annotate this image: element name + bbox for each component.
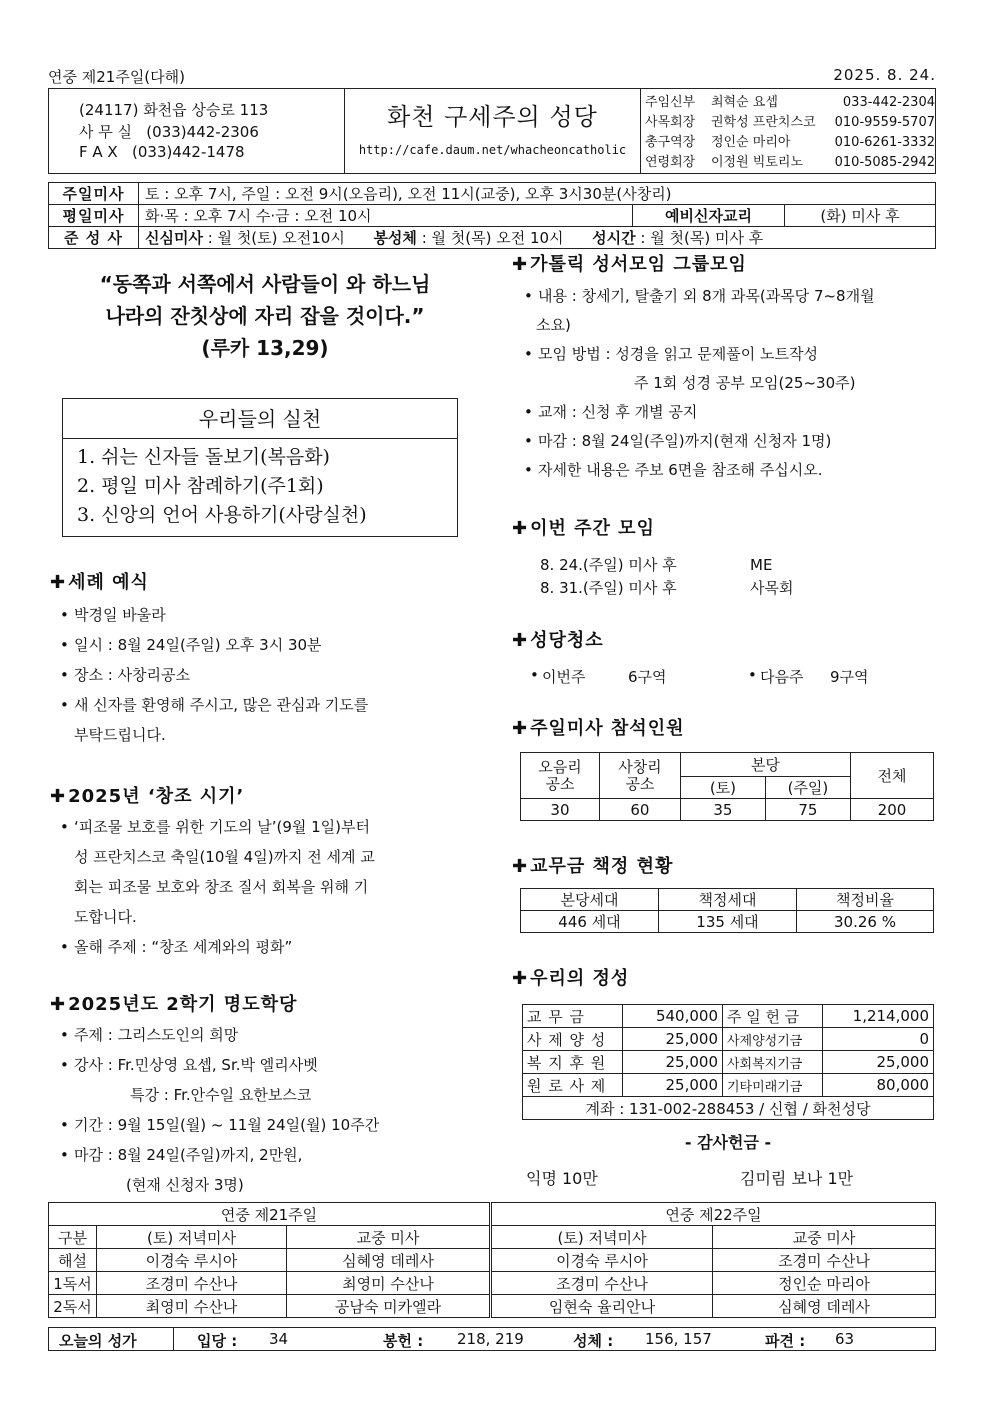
attendance-heading: ✚ 주일미사 참석인원: [512, 718, 685, 739]
cross-icon: ✚: [512, 518, 529, 539]
attendance-table: [520, 752, 934, 821]
value-total: 200: [850, 799, 933, 821]
week21-header: 연중 제21주일: [49, 1203, 491, 1226]
table-header: (토) 저녁미사: [491, 1226, 713, 1249]
sunday-mass-label: 주일미사: [49, 183, 139, 205]
col-sachang: 사창리 공소: [599, 753, 680, 799]
communion-value: 156, 157: [645, 1330, 712, 1348]
sacrament-prep-times: 신심미사 : 월 첫(토) 오전10시 봉성체 : 월 첫(목) 오전 10시 성시간 : 월 첫(목) 미사 후: [139, 227, 936, 249]
offering-table: [522, 1004, 934, 1120]
thanks-anonymous: 익명 10만: [526, 1169, 598, 1188]
contact-row: 총구역장 정인순 마리아 010-6261-3332: [645, 135, 935, 150]
list-item-cont: 소요): [536, 316, 571, 334]
practice-box: [62, 398, 458, 537]
communion-label: 성체 :: [573, 1332, 614, 1350]
practice-title: 우리들의 실천: [63, 399, 457, 439]
contact-row: 주임신부 최혁순 요셉 033-442-2304: [645, 95, 935, 110]
offering-heading: ✚ 우리의 정성: [512, 968, 630, 989]
table-row: 복 지 후 원 25,000 사회복지기금 25,000: [523, 1051, 934, 1074]
list-item-cont: 도합니다.: [74, 908, 137, 926]
bible-list: [522, 282, 940, 485]
cafe-link[interactable]: http://cafe.daum.net/whacheoncatholic: [358, 143, 627, 157]
dues-heading: ✚ 교무금 책정 현황: [512, 856, 674, 877]
fax-number: F A X (033)442-1478: [79, 143, 245, 161]
value-sat: 35: [680, 799, 765, 821]
offertory-label: 봉헌 :: [383, 1332, 424, 1350]
school-heading: ✚ 2025년도 2학기 명도학당: [50, 994, 298, 1015]
col-main: 본당: [680, 753, 850, 777]
practice-item: 1. 쉬는 신자들 돌보기(복음화): [77, 446, 330, 468]
table-row: 교 무 금 540,000 주 일 헌 금 1,214,000: [523, 1005, 934, 1028]
list-item: • 박경일 바울라: [58, 600, 478, 630]
table-cell: 135 세대: [659, 911, 797, 933]
quote-line: 나라의 잔칫상에 자리 잡을 것이다.”: [105, 304, 425, 328]
practice-item: 2. 평일 미사 참례하기(주1회): [77, 475, 324, 497]
col-oeum: 오음리 공소: [521, 753, 600, 799]
list-item-cont: 주 1회 성경 공부 모임(25~30주): [634, 374, 856, 392]
value-sachang: 60: [599, 799, 680, 821]
table-header: 책정비율: [797, 889, 934, 911]
practice-item: 3. 신앙의 언어 사용하기(사랑실천): [77, 504, 367, 526]
contact-row: 사목회장 권학성 프란치스코 010-9559-5707: [645, 115, 935, 130]
creation-heading: ✚ 2025년 ‘창조 시기’: [50, 786, 245, 807]
weekday-mass-label: 평일미사: [49, 205, 139, 227]
creation-list: [58, 812, 478, 962]
bible-heading: ✚ 가톨릭 성서모임 그룹모임: [512, 254, 747, 275]
table-header: 교중 미사: [287, 1226, 491, 1249]
quote-reference: (루카 13,29): [201, 336, 329, 360]
divider: [173, 1328, 174, 1350]
baptism-list: [58, 600, 478, 750]
cross-icon: ✚: [50, 786, 67, 807]
dues-table: [520, 888, 934, 933]
meetings-list: [540, 554, 800, 600]
list-item: • 자세한 내용은 주보 6면을 참조해 주십시오.: [522, 456, 940, 485]
cross-icon: ✚: [512, 968, 529, 989]
thanks-named: 김미림 보나 1만: [740, 1169, 854, 1188]
sunday-mass-times: 토 : 오후 7시, 주일 : 오전 9시(오음리), 오전 11시(교중), 오후 3시30분(사창리): [139, 183, 936, 205]
cross-icon: ✚: [512, 718, 529, 739]
reader-roster: [48, 1202, 936, 1318]
thanks-title: - 감사헌금 -: [684, 1133, 772, 1152]
list-item: • 모임 방법 : 성경을 읽고 문제풀이 노트작성: [522, 340, 940, 369]
bulletin-date: 2025. 8. 24.: [833, 66, 936, 84]
col-total: 전체: [850, 753, 933, 799]
mass-schedule: [48, 182, 936, 249]
header-box: [48, 88, 936, 174]
list-item-cont: 성 프란치스코 축일(10월 4일)까지 전 세계 교: [74, 848, 375, 866]
bank-account: 계좌 : 131-002-288453 / 신협 / 화천성당: [523, 1097, 934, 1120]
col-sat: (토): [680, 777, 765, 799]
list-item-cont: (현재 신청자 3명): [126, 1176, 244, 1194]
parish-title-block: [345, 89, 641, 173]
value-oeum: 30: [521, 799, 600, 821]
dismissal-label: 파견 :: [765, 1332, 806, 1350]
list-item: • 마감 : 8월 24일(주일)까지, 2만원,: [58, 1140, 478, 1170]
table-header: 책정세대: [659, 889, 797, 911]
table-header: (토) 저녁미사: [97, 1226, 287, 1249]
weekday-mass-times: 화·목 : 오후 7시 수·금 : 오전 10시: [139, 205, 633, 227]
table-row: 해설 이경숙 루시아 심혜영 데레사 이경숙 루시아 조경미 수산나: [49, 1249, 936, 1272]
catechumen-time: (화) 미사 후: [785, 205, 936, 227]
table-cell: 30.26 %: [797, 911, 934, 933]
address-block: [49, 89, 345, 173]
hymn-bar: [48, 1327, 936, 1351]
contact-row: 연령회장 이정원 빅토리노 010-5085-2942: [645, 155, 935, 170]
cross-icon: ✚: [512, 630, 529, 651]
table-row: 원 로 사 제 25,000 기타미래기금 80,000: [523, 1074, 934, 1097]
table-row: 2독서 최영미 수산나 공남숙 미카엘라 임현숙 율리안나 심혜영 데레사: [49, 1295, 936, 1318]
gospel-quote: [60, 268, 470, 364]
list-item: • ‘피조물 보호를 위한 기도의 날’(9월 1일)부터: [58, 812, 478, 842]
list-item-cont: 회는 피조물 보호와 창조 질서 회복을 위해 기: [74, 878, 369, 896]
cross-icon: ✚: [512, 254, 529, 275]
quote-line: “동쪽과 서쪽에서 사람들이 와 하느님: [99, 272, 431, 296]
hymn-label: 오늘의 성가: [59, 1332, 137, 1350]
cross-icon: ✚: [512, 856, 529, 877]
dismissal-value: 63: [835, 1330, 855, 1348]
baptism-heading: ✚ 세례 예식: [50, 572, 149, 593]
list-item: • 강사 : Fr.민상영 요셉, Sr.박 엘리사벳: [58, 1050, 478, 1080]
offertory-value: 218, 219: [457, 1330, 524, 1348]
table-header: 구분: [49, 1226, 97, 1249]
list-item: • 올해 주제 : “창조 세계와의 평화”: [58, 932, 478, 962]
value-sun: 75: [765, 799, 850, 821]
list-item: • 기간 : 9월 15일(월) ~ 11월 24일(월) 10주간: [58, 1110, 478, 1140]
cross-icon: ✚: [50, 572, 67, 593]
liturgical-week: 연중 제21주일(다해): [48, 68, 185, 86]
list-item: • 주제 : 그리스도인의 희망: [58, 1020, 478, 1050]
col-sun: (주일): [765, 777, 850, 799]
school-list: [58, 1020, 478, 1200]
practice-list: [63, 439, 457, 536]
entrance-value: 34: [269, 1330, 289, 1348]
entrance-label: 입당 :: [197, 1332, 238, 1350]
list-item: • 교재 : 신청 후 개별 공지: [522, 398, 940, 427]
week22-header: 연중 제22주일: [491, 1203, 936, 1226]
list-item-cont: 특강 : Fr.안수일 요한보스코: [130, 1086, 312, 1104]
table-cell: 446 세대: [521, 911, 659, 933]
parish-title: 화천 구세주의 성당: [387, 103, 598, 131]
table-header: 본당세대: [521, 889, 659, 911]
list-item: • 내용 : 창세기, 탈출기 외 8개 과목(과목당 7~8개월: [522, 282, 940, 311]
table-row: 1독서 조경미 수산나 최영미 수산나 조경미 수산나 정인순 마리아: [49, 1272, 936, 1295]
top-line: [48, 66, 936, 86]
list-item: • 일시 : 8월 24일(주일) 오후 3시 30분: [58, 630, 478, 660]
catechumen-label: 예비신자교리: [633, 205, 785, 227]
table-header: 교중 미사: [713, 1226, 936, 1249]
list-item: 8. 31.(주일) 미사 후 사목회: [540, 579, 794, 597]
list-item: • 새 신자를 환영해 주시고, 많은 관심과 기도를: [58, 690, 478, 720]
table-row: 사 제 양 성 25,000 사제양성기금 0: [523, 1028, 934, 1051]
cross-icon: ✚: [50, 994, 67, 1015]
contact-list: [645, 93, 935, 173]
list-item: • 장소 : 사창리공소: [58, 660, 478, 690]
list-item: 8. 24.(주일) 미사 후 ME: [540, 556, 773, 574]
address: (24117) 화천읍 상승로 113: [79, 101, 269, 119]
office-phone: 사 무 실 (033)442-2306: [79, 123, 259, 141]
cleaning-heading: ✚ 성당청소: [512, 630, 604, 651]
list-item-cont: 부탁드립니다.: [74, 726, 166, 744]
meetings-heading: ✚ 이번 주간 모임: [512, 518, 655, 539]
list-item: • 마감 : 8월 24일(주일)까지(현재 신청자 1명): [522, 427, 940, 456]
sacrament-prep-label: 준 성 사: [49, 227, 139, 249]
